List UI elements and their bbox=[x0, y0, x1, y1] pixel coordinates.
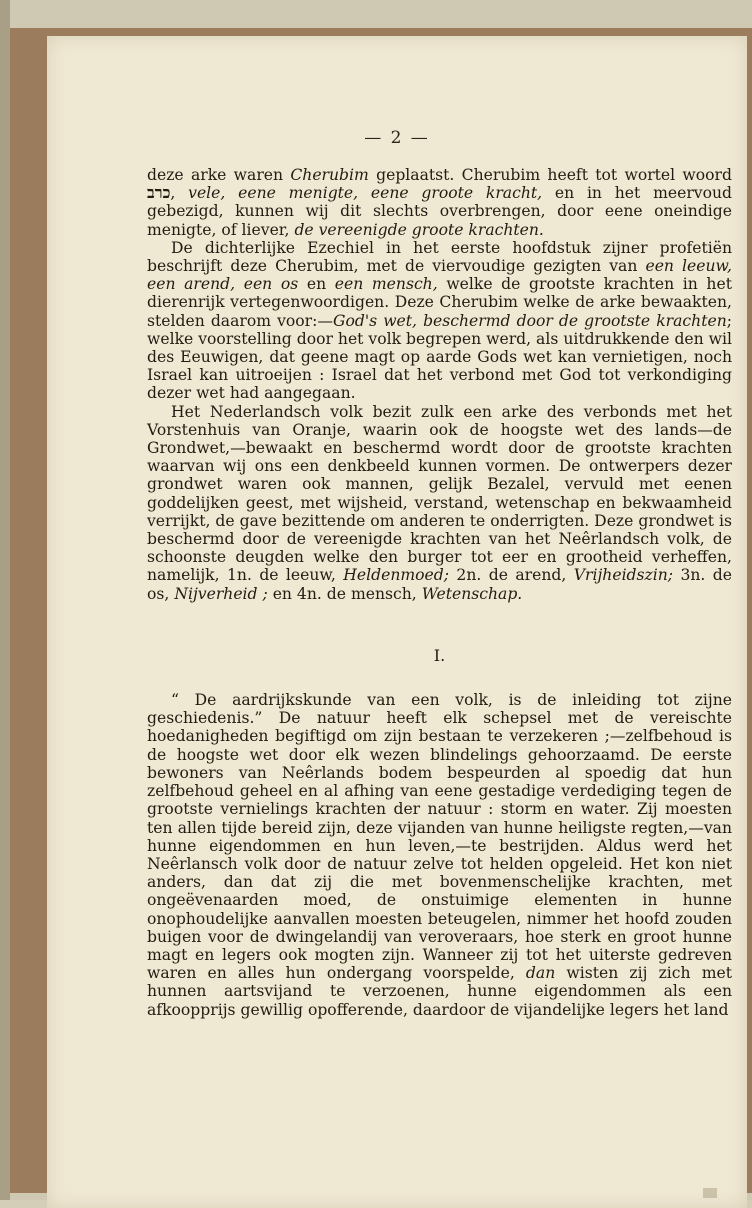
paragraph-geography bbox=[147, 691, 732, 1019]
paragraph-ezechiel bbox=[147, 239, 732, 403]
paragraph-dutch-constitution bbox=[147, 403, 732, 603]
text-run: deze arke waren bbox=[147, 166, 291, 184]
italic-phrase: Heldenmoed; bbox=[343, 566, 450, 585]
text-run: 2n. de arend, bbox=[449, 566, 574, 585]
page-number: — 2 — bbox=[364, 128, 430, 148]
text-run: , bbox=[170, 184, 189, 203]
italic-phrase: God's wet, beschermd door de grootste krachten bbox=[333, 311, 727, 330]
italic-phrase: vele, eene menigte, eene groote kracht, bbox=[188, 184, 543, 203]
text-run: welke de grootste krachten in het dierenrijk vertegenwoordigen. Deze Cherubim welke de arke bewaakten, stelden daarom voor:— bbox=[147, 275, 732, 330]
text-run: ; welke voorstelling door het volk begrepen werd, als uitdrukkende den wil des Eeuwigen, dat geene magt op aarde Gods wet kan vernietigen, noch Israel kan uitroeijen : Israel dat het verbond met God tot verkondiging dezer wet had aangegaan. bbox=[147, 311, 733, 403]
book-page bbox=[47, 36, 747, 1208]
cover-board bbox=[10, 28, 752, 1193]
library-mark bbox=[703, 1188, 717, 1198]
italic-phrase: Cherubim bbox=[290, 166, 369, 184]
text-run: 3n. de os, bbox=[147, 566, 733, 603]
section-heading: I. bbox=[433, 645, 446, 665]
text-run: en in het meervoud gebezigd, kunnen wij dit slechts overbrengen, door eene oneindige menigte, of liever, bbox=[147, 184, 732, 239]
text-run: De dichterlijke Ezechiel in het eerste hoofdstuk zijner profetiën beschrijft deze Cherubim, met de viervoudige gezigten van bbox=[147, 238, 732, 276]
italic-phrase: de vereenigde groote krachten. bbox=[294, 220, 544, 239]
text-run: “ De aardrijkskunde van een volk, is de inleiding tot zijne geschiedenis.” De natuur heeft elk schepsel met de vereischte hoedanigheden begiftigd om zijn bestaan te verzekeren ;—zelfbehoud is de hoogste wet door elk wezen blindelings gehoorzaamd. De eerste bewoners van Neêrlands bodem bespeurden al spoedig dat hun zelfbehoud geheel en al afhing van eene gestadige verdediging tegen de grootste vernielings krachten der natuur : storm en water. Zij moesten ten allen tijde bereid zijn, deze vijanden van hunne heiligste regten,—van hunne eigendommen en hun leven,—te bestrijden. Aldus werd het Neêrlansch volk door de natuur zelve tot helden opgeleid. Het kon niet anders, dan dat zij die met bovenmenschelijke krachten, met ongeëvenaarden moed, de onstuimige elementen in hunne onophoudelijke aanvallen moesten beteugelen, nimmer het hoofd zouden buigen voor de dwingelandij van veroveraars, hoe sterk en groot hunne magt en legers ook mogten zijn. Wanneer zij tot het uiterste gedreven waren en alles hun ondergang voorspelde, bbox=[147, 691, 732, 983]
text-run: geplaatst. Cherubim heeft tot wortel woord bbox=[368, 166, 732, 184]
text-run: en bbox=[298, 275, 335, 294]
text-run: en 4n. de mensch, bbox=[267, 584, 422, 603]
text-run: Het Nederlandsch volk bezit zulk een arke des verbonds met het Vorstenhuis van Oranje, waarin ook de hoogste wet des lands—de Grondwet,—bewaakt en beschermd wordt door de grootste krachten waarvan wij ons een denkbeeld kunnen vormen. De ontwerpers dezer grondwet waren ook mannen, gelijk Bezalel, vervuld met eenen goddelijken geest, met wijsheid, verstand, wetenschap en bekwaamheid verrijkt, de gave bezittende om anderen te onderrigten. Deze grondwet is beschermd door de vereenigde krachten van het Neêrlandsch volk, de schoonste deugden welke den burger tot eer en grootheid verheffen, namelijk, 1n. de leeuw, bbox=[147, 402, 732, 585]
italic-phrase: dan bbox=[525, 964, 556, 983]
italic-phrase: een mensch, bbox=[334, 275, 438, 294]
italic-phrase: Vrijheidszin; bbox=[573, 566, 674, 585]
hebrew-word: כרב bbox=[147, 183, 171, 203]
page-text bbox=[147, 166, 732, 1019]
book-edge bbox=[0, 0, 10, 1200]
italic-phrase: Wetenschap. bbox=[421, 584, 523, 603]
text-run: wisten zij zich met hunnen aartsvijand te verzoenen, hunne eigendommen als een afkoopprijs gewillig opofferende, daardoor de vijandelijke legers het land bbox=[147, 964, 732, 1019]
italic-phrase: een leeuw, een arend, een os bbox=[147, 257, 732, 294]
paragraph-cherubim-etymology bbox=[147, 166, 732, 239]
italic-phrase: Nijverheid ; bbox=[174, 584, 268, 603]
